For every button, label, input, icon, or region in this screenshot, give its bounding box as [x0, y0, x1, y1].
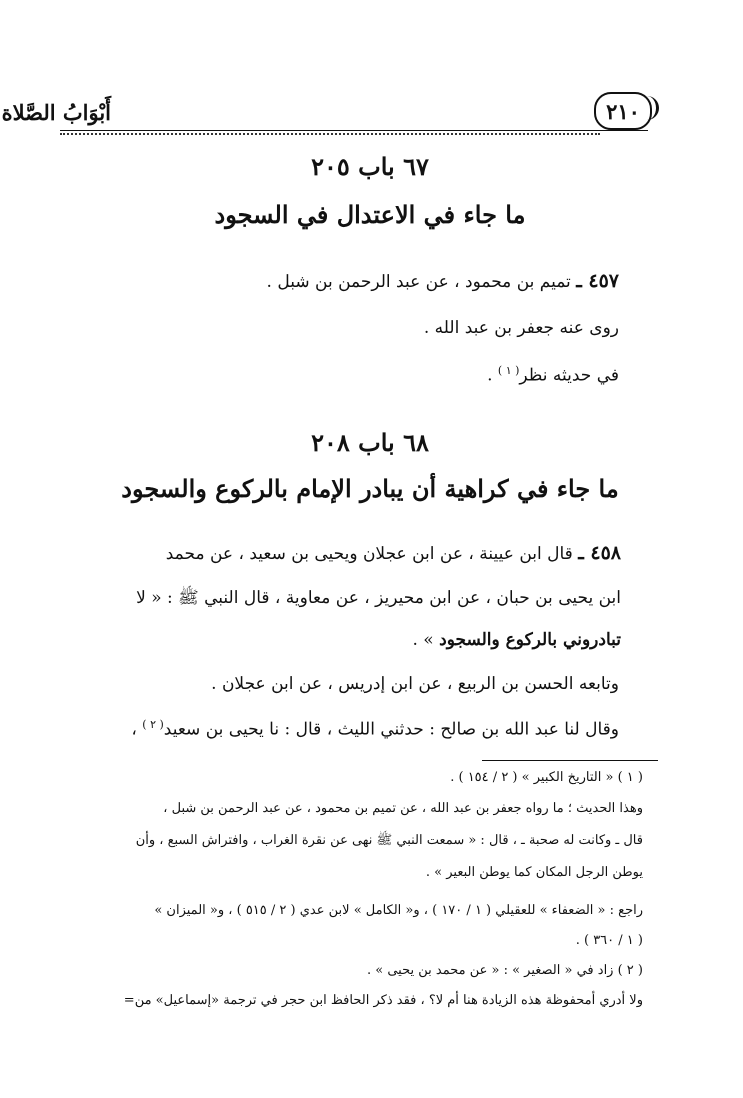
hadith-458-line3-end: » .	[412, 630, 440, 650]
footnote-line: قال ـ وكانت له صحبة ـ ، قال : « سمعت النبي ﷺ نهى عن نقرة الغراب ، وافتراش السبع ، وأن	[135, 833, 643, 848]
hadith-458-line-5	[131, 718, 619, 740]
footnote-line: ولا أدري أمحفوظة هذه الزيادة هنا أم لا؟ ، فقد ذكر الحافظ ابن حجر في ترجمة «إسماعيل» من=	[123, 993, 643, 1008]
footnote-ref-1: ( ١ )	[497, 364, 520, 377]
chapter-67-heading: ٦٧ باب ٢٠٥	[311, 152, 429, 181]
footnote-separator	[482, 760, 658, 761]
hadith-457-line-2: روى عنه جعفر بن عبد الله .	[423, 318, 619, 338]
header-dotted-rule	[60, 133, 600, 135]
hadith-457-text-3: في حديثه نظر	[519, 365, 619, 386]
hadith-457-line3-end: .	[487, 365, 498, 386]
hadith-458-number: ٤٥٨ ـ	[578, 542, 621, 564]
hadith-458-text-1: قال ابن عيينة ، عن ابن عجلان ويحيى بن سعيد ، عن محمد	[165, 544, 573, 564]
hadith-458-line5-end: ،	[131, 719, 143, 740]
footnote-line: ( ١ ) « التاريخ الكبير » ( ٢ / ١٥٤ ) .	[450, 770, 643, 785]
footnote-line: وهذا الحديث ؛ ما رواه جعفر بن عبد الله ، عن تميم بن محمود ، عن عبد الرحمن بن شبل ،	[163, 801, 643, 816]
footnote-line: ( ٢ ) زاد في « الصغير » : « عن محمد بن يحيى » .	[366, 963, 643, 978]
footnote-line: راجع : « الضعفاء » للعقيلي ( ١ / ١٧٠ ) ، و« الكامل » لابن عدي ( ٢ / ٥١٥ ) ، و« الميزان »	[154, 903, 643, 918]
hadith-458-line-3	[413, 630, 622, 650]
hadith-458-line-2: ابن يحيى بن حبان ، عن ابن محيريز ، عن معاوية ، قال النبي ﷺ : « لا	[136, 588, 621, 608]
hadith-457-text-1: تميم بن محمود ، عن عبد الرحمن بن شبل .	[266, 272, 571, 292]
hadith-458-bold-text: تبادروني بالركوع والسجود	[439, 630, 621, 650]
hadith-457-number: ٤٥٧ ـ	[576, 270, 619, 292]
chapter-67-title: ما جاء في الاعتدال في السجود	[214, 200, 526, 229]
chapter-68-heading: ٦٨ باب ٢٠٨	[311, 428, 429, 457]
chapter-68-title: ما جاء في كراهية أن يبادر الإمام بالركوع والسجود	[121, 474, 619, 503]
footnote-line: ( ١ / ٣٦٠ ) .	[575, 933, 643, 948]
header-rule	[60, 130, 648, 131]
page-number-ornament	[644, 96, 659, 120]
page-number: ٢١٠	[594, 92, 652, 130]
hadith-457-line-3	[487, 364, 619, 386]
hadith-458-text-5: وقال لنا عبد الله بن صالح : حدثني الليث ، قال : نا يحيى بن سعيد	[163, 719, 619, 740]
footnote-ref-2: ( ٢ )	[142, 718, 164, 731]
hadith-458-line-4: وتابعه الحسن بن الربيع ، عن ابن إدريس ، عن ابن عجلان .	[211, 674, 619, 694]
hadith-457-line-1	[267, 270, 619, 292]
running-header-title: أَبْوَابُ الصَّلاة	[1, 100, 111, 125]
hadith-458-line-1	[166, 542, 621, 564]
footnote-line: يوطن الرجل المكان كما يوطن البعير » .	[425, 865, 643, 880]
